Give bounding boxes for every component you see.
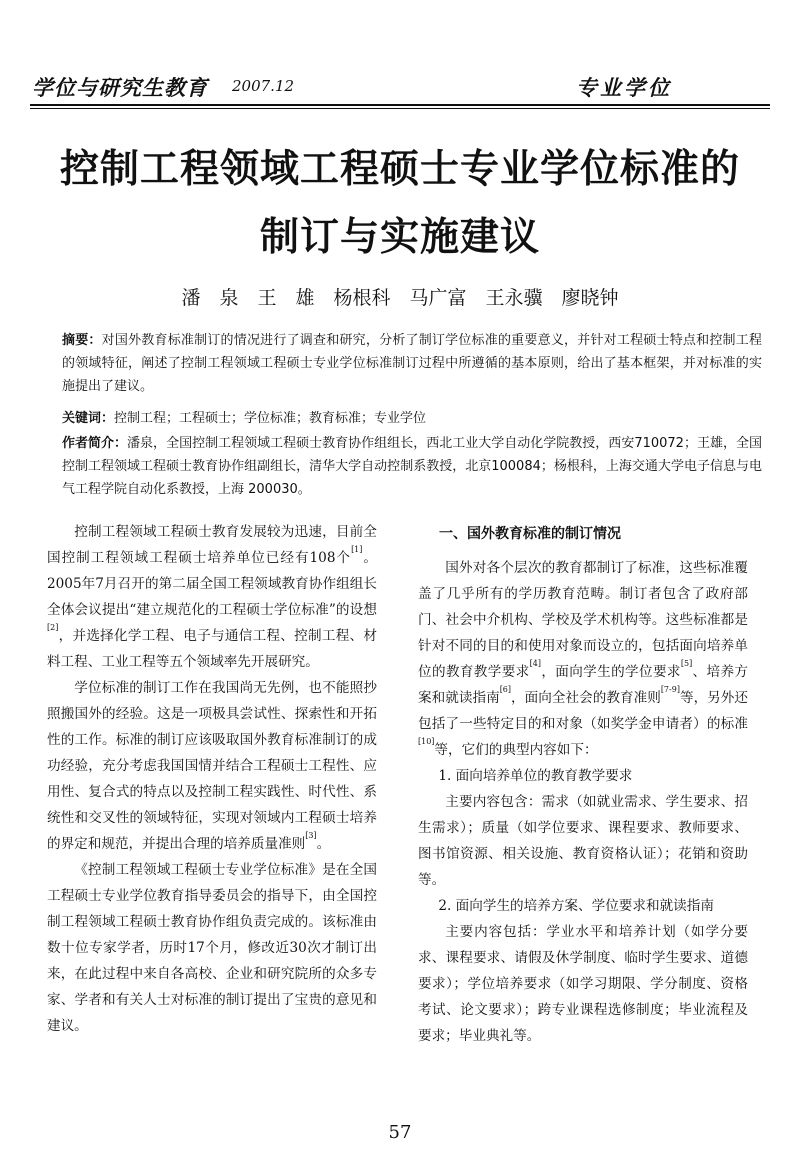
text-run: 控制工程领域工程硕士教育发展较为迅速，目前全国控制工程领域工程硕士培养单位已经有108个 (47, 524, 377, 566)
section-heading: 一、国外教育标准的制订情况 (439, 526, 621, 542)
author-info-label: 作者简介： (62, 436, 128, 451)
title-line-1: 控制工程领域工程硕士专业学位标准的 (59, 147, 740, 192)
citation: [6] (499, 685, 512, 694)
right-paragraph-2: 主要内容包含：需求（如就业需求、学生要求、招生需求）；质量（如学位要求、课程要求、教师要求、图书馆资源、相关设施、教育资格认证）；花销和资助等。 (418, 794, 748, 888)
text-run: 、培养方案和就读指南 (418, 664, 749, 706)
text-run: ，并选择化学工程、电子与通信工程、控制工程、材料工程、工业工程等五个领域率先开展研究。 (47, 628, 377, 670)
text-run: 等，另外还包括了一些特定目的和对象（如奖学金申请者）的标准 (418, 690, 749, 732)
citation: [5] (680, 659, 693, 668)
keywords-text: 控制工程；工程硕士；学位标准；教育标准；专业学位 (114, 411, 427, 426)
left-paragraph-3: 《控制工程领域工程硕士专业学位标准》是在全国工程硕士专业学位教育指导委员会的指导下，由全国控制工程领域工程硕士教育协作组负责完成的。该标准由数十位专家学者，历时17个月，修改近30次才制订出来，在此过程中来自各高校、企业和研究院所的众多专家、学者和有关人士对标准的制订提出了宝贵的意见和建议。 (47, 862, 377, 1034)
citation: [1] (351, 545, 363, 554)
citation: [2] (47, 623, 59, 632)
text-run: 。 (316, 836, 331, 852)
subheading-1: 1. 面向培养单位的教育教学要求 (438, 768, 633, 784)
right-paragraph-3: 主要内容包括：学业水平和培养计划（如学分要求、课程要求、请假及休学制度、临时学生要求、道德要求）；学位培养要求（如学习期限、学分制度、资格考试、论文要求）；跨专业课程选修制度；毕业流程及要求；毕业典礼等。 (418, 924, 748, 1044)
issue-date: 2007.12 (232, 77, 295, 95)
text-run: 学位标准的制订工作在我国尚无先例，也不能照抄照搬国外的经验。这是一项极具尝试性、探索性和开拓性的工作。标准的制订应该吸取国外教育标准制订的成功经验，充分考虑我国国情并结合工程硕士工程性、应用性、复合式的特点以及控制工程实践性、时代性、系统性和交叉性的领域特征，实现对领域内工程硕士培养的界定和规范，并提出合理的培养质量准则 (47, 680, 377, 852)
journal-name: 学位与研究生教育 (32, 75, 208, 100)
abstract (62, 329, 762, 398)
author-info-text: 潘泉，全国控制工程领域工程硕士教育协作组组长，西北工业大学自动化学院教授，西安710072；王雄，全国控制工程领域工程硕士教育协作组副组长，清华大学自动控制系教授，北京100084；杨根科，上海交通大学电子信息与电气工程学院自动化系教授，上海 200030。 (62, 436, 762, 497)
abstract-label: 摘要： (62, 333, 102, 348)
text-run: 国外对各个层次的教育都制订了标准，这些标准覆盖了几乎所有的学历教育范畴。制订者包含了政府部门、社会中介机构、学校及学术机构等。这些标准都是针对不同的目的和使用对象而设立的，包括面向培养单位的教育教学要求 (418, 560, 748, 680)
citation: [7-9] (660, 685, 680, 694)
left-paragraph-1 (47, 519, 377, 675)
subheading-2: 2. 面向学生的培养方案、学位要求和就读指南 (438, 898, 714, 914)
left-column (47, 519, 377, 1039)
text-run: 。2005年7月召开的第二届全国工程领域教育协作组组长全体会议提出“建立规范化的工程硕士学位标准”的设想 (47, 550, 377, 618)
text-run: 等，它们的典型内容如下： (434, 742, 598, 758)
text-run: ，面向学生的学位要求 (540, 664, 681, 680)
title-line-2: 制订与实施建议 (259, 215, 540, 260)
citation: [3] (305, 831, 317, 840)
abstract-text: 对国外教育标准制订的情况进行了调查和研究，分析了制订学位标准的重要意义，并针对工程硕士特点和控制工程的领域特征，阐述了控制工程领域工程硕士专业学位标准制订过程中所遵循的基本原则，给出了基本框架，并对标准的实施提出了建议。 (62, 333, 762, 394)
text-run: ，面向全社会的教育准则 (511, 690, 661, 706)
section-label: 专业学位 (576, 75, 672, 100)
page-number: 57 (388, 1122, 412, 1143)
keywords (62, 407, 762, 430)
citation: [4] (529, 659, 541, 668)
header-rule (30, 104, 770, 106)
citation: [10] (418, 737, 435, 746)
keywords-label: 关键词： (62, 411, 115, 426)
author-info (62, 432, 762, 501)
left-paragraph-2 (47, 675, 377, 857)
header-rule-thin (30, 108, 770, 109)
right-column (418, 519, 748, 1049)
authors: 潘 泉 王 雄 杨根科 马广富 王永骥 廖晓钟 (181, 287, 619, 309)
right-paragraph-1 (418, 555, 748, 763)
